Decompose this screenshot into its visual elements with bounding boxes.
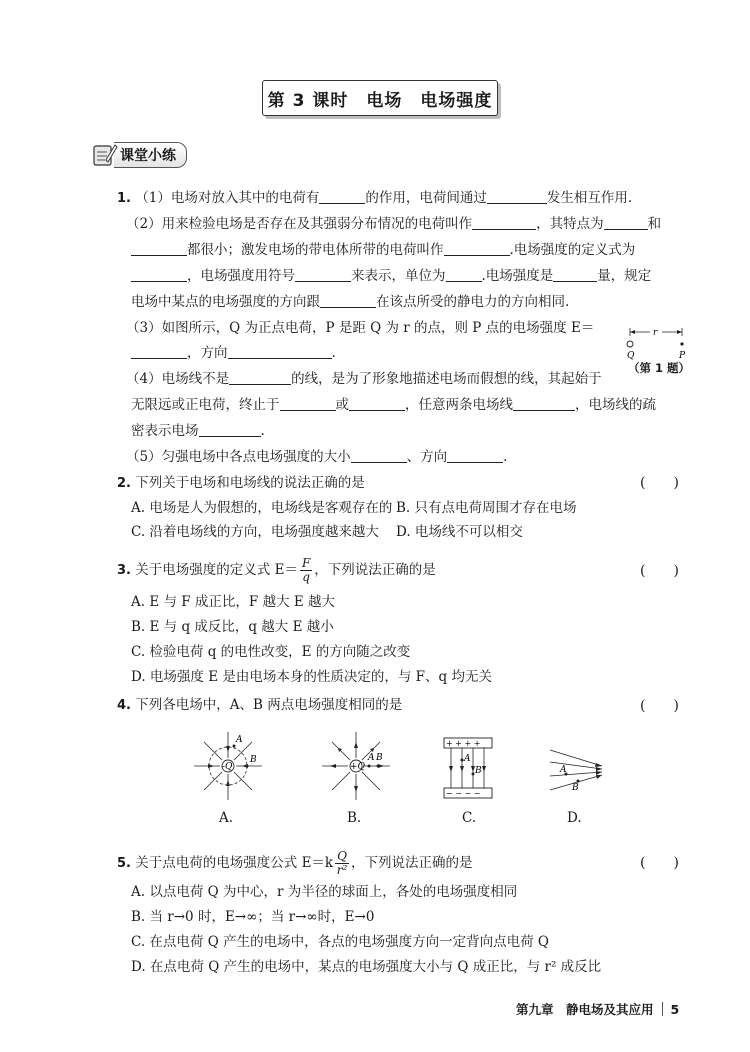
- fig-label-charge: +Q: [350, 762, 365, 772]
- answer-blank[interactable]: [199, 421, 261, 437]
- q3-number: 3.: [117, 563, 131, 578]
- q4-stem: [117, 695, 402, 716]
- q1-text: 都很小；激发电场的带电体所带的电荷叫作: [187, 242, 444, 258]
- q1-text: .电场强度的定义式为: [509, 242, 636, 258]
- answer-blank[interactable]: [295, 266, 351, 282]
- q1-text: 和: [647, 216, 662, 232]
- fig-label-minus: − − − −: [446, 789, 481, 798]
- fig-label-a: A: [464, 754, 471, 764]
- q4-option-c[interactable]: C.: [462, 810, 477, 826]
- q3-option-c[interactable]: C. 检验电荷 q 的电性改变，E 的方向随之改变: [131, 644, 411, 660]
- q1-text: ，电场强度用符号: [187, 268, 295, 284]
- page-footer: [516, 1000, 679, 1018]
- point-b-icon: [377, 765, 380, 768]
- q4-number: 4.: [117, 698, 131, 713]
- q1-text: 量，规定: [597, 268, 652, 284]
- q1-text: （3）如图所示，Q 为正点电荷，P 是距 Q 为 r 的点，则 P 点的电场强度 E＝: [126, 320, 595, 336]
- q1-text: .: [260, 423, 265, 439]
- q1-text: .: [331, 345, 336, 361]
- q2-stem: [117, 473, 365, 494]
- q1-text: 电场中某点的电场强度的方向跟: [131, 294, 320, 310]
- answer-blank[interactable]: [351, 447, 407, 463]
- q1-text: 、方向: [406, 449, 448, 465]
- q1-text: 的线，是为了形象地描述电场而假想的线，其起始于: [291, 371, 602, 387]
- q1-line-8: [126, 369, 602, 389]
- answer-blank[interactable]: [553, 266, 597, 282]
- fraction-numerator: F: [301, 556, 311, 570]
- answer-blank[interactable]: [604, 214, 648, 230]
- q3-answer-parens[interactable]: ( ): [640, 563, 679, 579]
- chapter-title: 第九章 静电场及其应用: [516, 1002, 654, 1017]
- q1-figure-caption: （第 1 题）: [628, 361, 691, 375]
- answer-blank[interactable]: [444, 240, 510, 256]
- q1-text: 的作用，电荷间通过: [365, 190, 487, 206]
- fig-label-p: P: [679, 351, 686, 361]
- pencil-notebook-icon: [92, 142, 118, 168]
- answer-blank[interactable]: [349, 395, 405, 411]
- q1-figure: [620, 320, 690, 360]
- q1-text: （4）电场线不是: [126, 371, 230, 387]
- q1-text: .电场强度是: [481, 268, 554, 284]
- fig-label-a: A: [560, 765, 567, 775]
- q2-option-d[interactable]: D. 电场线不可以相交: [396, 524, 523, 540]
- section-badge: [92, 142, 187, 168]
- q3-option-d[interactable]: D. 电场强度 E 是由电场本身的性质决定的，与 F、q 均无关: [131, 669, 492, 685]
- q1-number: 1.: [117, 191, 131, 206]
- q3-fraction: [300, 557, 312, 584]
- q5-option-c[interactable]: C. 在点电荷 Q 产生的电场中，各点的电场强度方向一定背向点电荷 Q: [131, 934, 549, 950]
- q1-text: 来表示，单位为: [351, 268, 446, 284]
- point-p-icon: [680, 342, 683, 345]
- fig-label-q: Q: [627, 351, 635, 361]
- q1-text: （1）电场对放入其中的电荷有: [135, 190, 320, 206]
- q1-text: 发生相互作用.: [546, 190, 633, 206]
- q4-figure-d: [548, 742, 608, 798]
- q1-line-9: [131, 395, 656, 415]
- q2-text: 下列关于电场和电场线的说法正确的是: [135, 475, 365, 491]
- q1-text: .: [503, 449, 508, 465]
- fig-label-charge: -Q: [222, 762, 233, 772]
- q3-stem: [117, 555, 436, 586]
- q1-text: 密表示电场: [131, 423, 199, 439]
- q4-answer-parens[interactable]: ( ): [640, 698, 679, 714]
- q1-line-5: [131, 292, 569, 312]
- fig-label-b: B: [475, 766, 482, 776]
- q1-text: ，电场线的疏: [575, 397, 656, 413]
- fraction-denominator: r²: [336, 863, 348, 877]
- page-title: 第 3 课时 电场 电场强度: [262, 80, 498, 116]
- footer-divider: [662, 1002, 663, 1016]
- fig-label-r: r: [653, 328, 658, 338]
- q4-option-d[interactable]: D.: [567, 810, 582, 826]
- q4-figure-c: [440, 736, 496, 802]
- q1-line-7: [131, 343, 336, 363]
- answer-blank[interactable]: [319, 188, 365, 204]
- fraction-denominator: q: [302, 570, 310, 584]
- q1-line-6: [126, 318, 594, 338]
- q1-line-10: [131, 421, 265, 441]
- answer-blank[interactable]: [280, 395, 336, 411]
- q1-text: ，任意两条电场线: [405, 397, 513, 413]
- answer-blank[interactable]: [229, 369, 291, 385]
- q5-number: 5.: [117, 856, 131, 871]
- q1-text: （2）用来检验电场是否存在及其强弱分布情况的电荷叫作: [126, 216, 473, 232]
- q2-option-a[interactable]: A. 电场是人为假想的，电场线是客观存在的: [131, 500, 393, 516]
- arrow-left-icon: [630, 330, 635, 334]
- q1-text: ，其特点为: [536, 216, 604, 232]
- q1-text: ，方向: [187, 345, 228, 361]
- q5-answer-parens[interactable]: ( ): [640, 855, 679, 871]
- answer-blank[interactable]: [513, 395, 575, 411]
- arrow-right-icon: [677, 330, 682, 334]
- section-label: 课堂小练: [114, 142, 187, 168]
- q4-option-b[interactable]: B.: [347, 810, 362, 826]
- q3-text: 关于电场强度的定义式 E＝: [135, 562, 298, 578]
- fig-label-b: B: [250, 755, 257, 765]
- q1-line-2: [126, 214, 661, 234]
- fig-label-plus: + + + +: [446, 739, 481, 748]
- q5-stem: [117, 848, 472, 879]
- q2-option-c[interactable]: C. 沿着电场线的方向，电场强度越来越大: [131, 524, 379, 540]
- q2-option-b[interactable]: B. 只有点电荷周围才存在电场: [396, 500, 577, 516]
- answer-blank[interactable]: [131, 240, 187, 256]
- q1-line-4: [131, 266, 651, 286]
- page-number: 5: [670, 1002, 680, 1017]
- q2-number: 2.: [117, 476, 131, 491]
- q3-option-b[interactable]: B. E 与 q 成反比，q 越大 E 越小: [131, 619, 334, 635]
- q5-text: ，下列说法正确的是: [350, 855, 473, 871]
- fig-label-b: B: [376, 753, 383, 763]
- answer-blank[interactable]: [487, 188, 547, 204]
- q5-text: 关于点电荷的电场强度公式 E＝k: [135, 855, 334, 871]
- answer-blank[interactable]: [131, 343, 187, 359]
- fig-label-b: B: [572, 783, 579, 793]
- q3-text: ，下列说法正确的是: [314, 562, 436, 578]
- q3-option-a[interactable]: A. E 与 F 成正比，F 越大 E 越大: [131, 594, 336, 610]
- q5-option-d[interactable]: D. 在点电荷 Q 产生的电场中，某点的电场强度大小与 Q 成正比，与 r² 成反比: [131, 959, 602, 975]
- q1-line-11: [126, 447, 507, 467]
- charge-q-icon: [627, 341, 633, 347]
- q1-text: 在该点所受的静电力的方向相同.: [376, 294, 570, 310]
- q1-text: 或: [335, 397, 349, 413]
- q1-text: （5）匀强电场中各点电场强度的大小: [126, 449, 351, 465]
- q4-figure-a: [190, 730, 266, 806]
- answer-blank[interactable]: [446, 266, 482, 282]
- q5-option-a[interactable]: A. 以点电荷 Q 为中心，r 为半径的球面上，各处的电场强度相同: [131, 884, 518, 900]
- answer-blank[interactable]: [131, 266, 187, 282]
- q1-text: 无限远或正电荷，终止于: [131, 397, 280, 413]
- q1-line-1: [117, 188, 632, 209]
- fig-label-a: A: [368, 753, 375, 763]
- point-a-icon: [368, 765, 371, 768]
- q4-text: 下列各电场中，A、B 两点电场强度相同的是: [135, 697, 403, 713]
- q5-fraction: [335, 850, 349, 877]
- q4-option-a[interactable]: A.: [219, 810, 234, 826]
- answer-blank[interactable]: [447, 447, 503, 463]
- fraction-numerator: Q: [337, 849, 347, 863]
- q4-figure-b: [318, 730, 394, 806]
- q5-option-b[interactable]: B. 当 r→0 时，E→∞；当 r→∞时，E→0: [131, 909, 375, 925]
- answer-blank[interactable]: [320, 292, 376, 308]
- point-b-icon: [246, 765, 249, 768]
- answer-blank[interactable]: [472, 214, 536, 230]
- q2-answer-parens[interactable]: ( ): [640, 475, 679, 491]
- q1-line-3: [131, 240, 635, 260]
- answer-blank[interactable]: [228, 343, 332, 359]
- fig-label-a: A: [236, 735, 243, 745]
